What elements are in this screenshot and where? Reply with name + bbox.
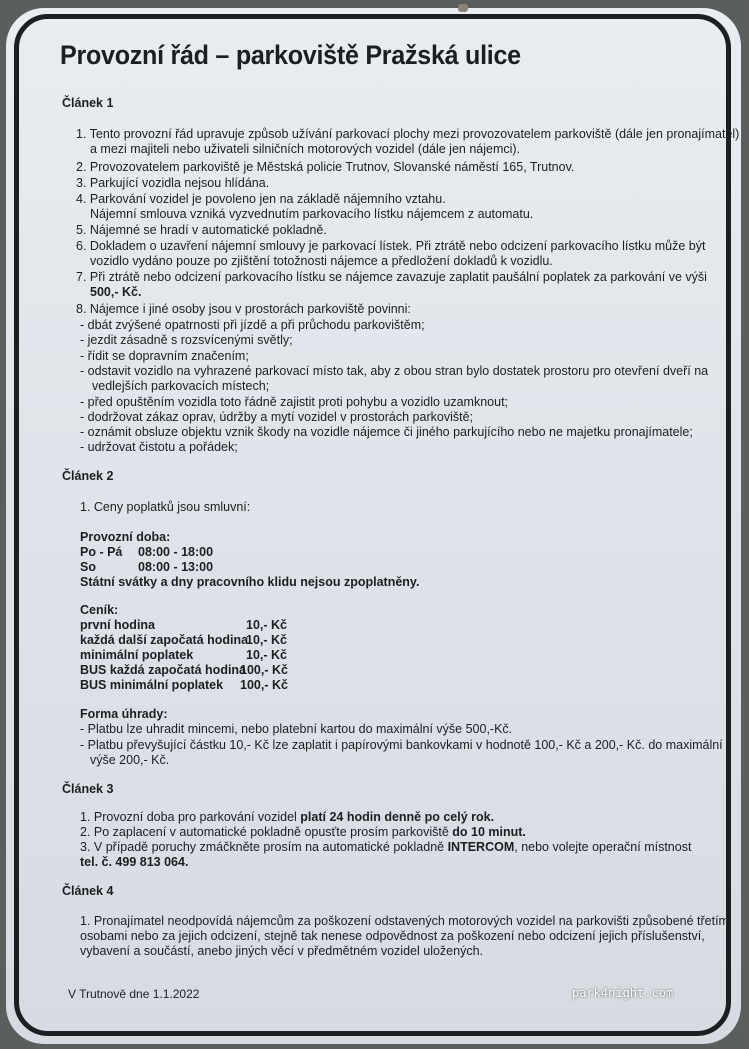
article-1-line: 7. Při ztrátě nebo odcizení parkovacího lístku se nájemce zavazuje zaplatit paušální poplatek za parkování ve výši [76,270,707,284]
article-3-text: , nebo volejte operační místnost [514,840,692,854]
article-1-line: 3. Parkující vozidla nejsou hlídána. [76,176,270,190]
article-1-line: - před opuštěním vozidla toto řádně zajistit proti pohybu a vozidlo uzamknout; [80,395,509,409]
article-1-line: vozidlo vydáno pouze po zjištění totožnosti nájemce a předložení dokladů k vozidlu. [90,254,553,268]
article-4-line: 1. Pronajímatel neodpovídá nájemcům za poškození odstavených motorových vozidel na parkovišti způsobené třetími [80,914,732,928]
hours-time: 08:00 - 13:00 [138,560,214,574]
price-value: 100,- Kč [240,678,288,692]
article-3-text: 3. V případě poruchy zmáčkněte prosím na automatické pokladně [80,840,448,854]
hours-days: So [80,560,96,574]
price-item: každá další započatá hodina [80,633,249,647]
price-value: 10,- Kč [246,618,287,632]
article-4-line: vybavení a součástí, anebo jiných věcí v předmětném vozidel uložených. [80,944,483,958]
pricelist-label: Ceník: [80,603,119,617]
holidays-note: Státní svátky a dny pracovního klidu nejsou zpoplatněny. [80,575,420,589]
article-3-line-1 [80,810,494,825]
article-1-line: Nájemní smlouva vzniká vyzvednutím parkovacího lístku nájemcem z automatu. [90,207,534,221]
article-3-heading: Článek 3 [62,782,114,796]
price-value: 10,- Kč [246,648,287,662]
article-3-line-3 [80,840,691,855]
article-1-line: - dbát zvýšené opatrnosti při jízdě a při průchodu parkovištěm; [80,318,425,332]
article-1-line: 500,- Kč. [90,285,142,299]
price-value: 100,- Kč [240,663,288,677]
date-footer: V Trutnově dne 1.1.2022 [68,987,200,1001]
prices-intro: 1. Ceny poplatků jsou smluvní: [80,500,251,514]
hours-label: Provozní doba: [80,530,171,544]
article-1-line: 4. Parkování vozidel je povoleno jen na základě nájemního vztahu. [76,192,446,206]
article-3-phone: tel. č. 499 813 064. [80,855,189,869]
payment-label: Forma úhrady: [80,707,168,721]
price-item: první hodina [80,618,155,632]
article-3-bold: INTERCOM [447,840,515,854]
article-4-line: osobami nebo za jejich odcizení, stejně tak nenese odpovědnost za poškození nebo odcizení jejich příslušenství, [80,929,705,943]
article-3-bold: platí 24 hodin denně po celý rok. [300,810,495,824]
article-1-line: - jezdit zásadně s rozsvícenými světly; [80,333,293,347]
article-1-line: 2. Provozovatelem parkoviště je Městská policie Trutnov, Slovanské náměstí 165, Trutnov. [76,160,575,174]
payment-line: - Platbu lze uhradit mincemi, nebo platební kartou do maximální výše 500,-Kč. [80,722,513,736]
article-1-line: - odstavit vozidlo na vyhrazené parkovací místo tak, aby z obou stran bylo dostatek prostoru pro otevření dveří na [80,364,709,378]
price-item: BUS minimální poplatek [80,678,224,692]
article-1-line: a mezi majiteli nebo uživateli silničních motorových vozidel (dále jen nájemci). [90,142,521,156]
price-value: 10,- Kč [246,633,287,647]
payment-line: - Platbu převyšující částku 10,- Kč lze zaplatit i papírovými bankovkami v hodnotě 100,- Kč a 200,- Kč. do maximální [80,738,723,752]
article-1-line: - řídit se dopravním značením; [80,349,249,363]
article-1-line: 5. Nájemné se hradí v automatické pokladně. [76,223,327,237]
article-1-line: vedlejších parkovacích místech; [92,379,270,393]
article-1-line: - udržovat čistotu a pořádek; [80,440,238,454]
article-1-line: - dodržovat zákaz oprav, údržby a mytí vozidel v prostorách parkoviště; [80,410,473,424]
article-3-text: 2. Po zaplacení v automatické pokladně opusťte prosím parkoviště [80,825,453,839]
watermark: park4night.com [572,986,674,1000]
article-2-heading: Článek 2 [62,469,114,483]
article-1-line: 8. Nájemce i jiné osoby jsou v prostorách parkoviště povinni: [76,302,411,316]
article-1-heading: Článek 1 [62,96,114,110]
sign-title: Provozní řád – parkoviště Pražská ulice [60,40,521,70]
article-3-line-2 [80,825,526,840]
payment-line: výše 200,- Kč. [90,753,170,767]
article-1-line: 6. Dokladem o uzavření nájemní smlouvy je parkovací lístek. Při ztrátě nebo odcizení parkovacího lístku může být [76,239,706,253]
article-4-heading: Článek 4 [62,884,114,898]
hours-time: 08:00 - 18:00 [138,545,214,559]
article-1-line: - oznámit obsluze objektu vznik škody na vozidle nájemce či jiného parkujícího nebo ne majetku pronajímatele; [80,425,693,439]
article-3-text: 1. Provozní doba pro parkování vozidel [80,810,301,824]
article-1-line: 1. Tento provozní řád upravuje způsob užívání parkovací plochy mezi provozovatelem parkoviště (dále jen pronajímatel) [76,127,740,141]
price-item: BUS každá započatá hodina [80,663,247,677]
price-item: minimální poplatek [80,648,194,662]
hours-days: Po - Pá [80,545,123,559]
article-3-bold: do 10 minut. [452,825,526,839]
